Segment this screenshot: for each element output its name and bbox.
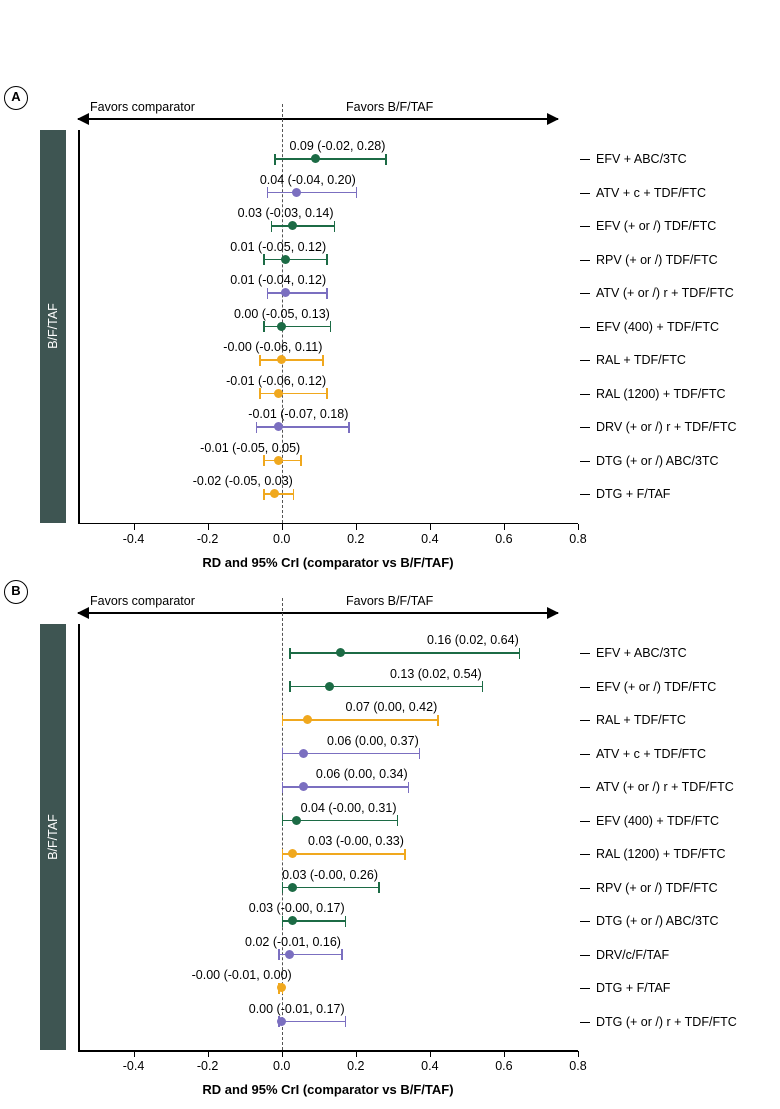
estimate-label: 0.06 (0.00, 0.34)	[315, 767, 408, 781]
comparator-label: EFV (400) + TDF/FTC	[596, 319, 720, 334]
ci-upper-cap	[519, 648, 521, 659]
comparator-label: RAL + TDF/FTC	[596, 353, 686, 367]
forest-row	[78, 407, 578, 442]
comparator-label: ATV (+ or /) r + TDF/FTC	[596, 780, 734, 794]
forest-row	[78, 340, 578, 375]
point-estimate-marker	[274, 422, 283, 431]
ci-upper-cap	[397, 815, 399, 826]
forest-row	[78, 666, 578, 702]
x-axis-title: RD and 95% CrI (comparator vs B/F/TAF)	[202, 554, 454, 570]
x-axis-tick-label: 0.2	[347, 531, 365, 546]
comparator-label: EFV (+ or /) TDF/FTC	[596, 679, 717, 694]
comparator-label: EFV (+ or /) TDF/FTC	[596, 219, 717, 233]
comparator-label: DTG (+ or /) ABC/3TC	[596, 914, 719, 928]
comparator-label-tick	[580, 988, 590, 989]
estimate-label: -0.00 (-0.06, 0.11)	[223, 340, 323, 354]
confidence-interval-line	[282, 853, 404, 855]
comparator-label: RPV (+ or /) TDF/FTC	[596, 880, 718, 895]
panel-a-favors-bftaf-label: Favors B/F/TAF	[346, 100, 434, 114]
point-estimate-marker	[270, 489, 279, 498]
ci-lower-cap	[289, 681, 291, 692]
ci-upper-cap	[300, 455, 302, 466]
x-axis-tick	[504, 1051, 505, 1057]
point-estimate-marker	[281, 255, 290, 264]
estimate-label: 0.09 (-0.02, 0.28)	[289, 139, 386, 153]
confidence-interval-line	[289, 686, 482, 688]
estimate-label: -0.01 (-0.05, 0.05)	[200, 440, 301, 455]
confidence-interval-line	[263, 259, 326, 261]
point-estimate-marker	[303, 715, 312, 724]
panel-b-band-label: B/F/TAF	[46, 814, 60, 860]
comparator-label-tick	[580, 720, 590, 721]
comparator-label: DTG (+ or /) r + TDF/FTC	[596, 1014, 737, 1029]
ci-upper-cap	[345, 916, 347, 927]
x-axis-tick-label: 0.0	[273, 531, 291, 546]
ci-lower-cap	[271, 221, 273, 232]
ci-lower-cap	[267, 187, 269, 198]
confidence-interval-line	[267, 192, 356, 194]
x-axis-tick	[356, 524, 357, 530]
comparator-label-tick	[580, 394, 590, 395]
forest-row	[78, 867, 578, 903]
x-axis-tick	[578, 1051, 579, 1057]
panel-a-direction-bar	[78, 100, 558, 126]
forest-row	[78, 733, 578, 769]
forest-row	[78, 139, 578, 174]
confidence-interval-line	[256, 426, 349, 428]
estimate-label: 0.01 (-0.05, 0.12)	[230, 239, 327, 254]
point-estimate-marker	[292, 188, 301, 197]
ci-upper-cap	[408, 782, 410, 793]
ci-upper-cap	[326, 254, 328, 265]
x-axis-tick-label: -0.2	[196, 531, 219, 546]
forest-row	[78, 239, 578, 275]
forest-row	[78, 1001, 578, 1037]
x-axis-tick	[356, 1051, 357, 1057]
estimate-label: 0.03 (-0.00, 0.26)	[282, 867, 378, 882]
point-estimate-marker	[274, 389, 283, 398]
forest-row	[78, 273, 578, 308]
confidence-interval-line	[263, 326, 330, 328]
x-axis-tick	[504, 524, 505, 530]
ci-lower-cap	[282, 916, 284, 927]
point-estimate-marker	[274, 456, 283, 465]
point-estimate-marker	[277, 1017, 286, 1026]
comparator-label: DTG + F/TAF	[596, 487, 671, 501]
comparator-label-tick	[580, 293, 590, 294]
ci-lower-cap	[263, 455, 265, 466]
point-estimate-marker	[277, 983, 286, 992]
point-estimate-marker	[288, 221, 297, 230]
ci-lower-cap	[282, 849, 284, 860]
confidence-interval-line	[274, 158, 385, 160]
comparator-label-tick	[580, 821, 590, 822]
comparator-label: ATV (+ or /) r + TDF/FTC	[596, 286, 734, 300]
ci-lower-cap	[282, 748, 284, 759]
estimate-label: 0.02 (-0.01, 0.16)	[245, 934, 341, 949]
estimate-label: -0.01 (-0.06, 0.12)	[226, 373, 327, 388]
comparator-label: DRV (+ or /) r + TDF/FTC	[596, 420, 737, 434]
ci-lower-cap	[259, 388, 261, 399]
comparator-label: DTG (+ or /) ABC/3TC	[596, 453, 719, 468]
comparator-label-tick	[580, 461, 590, 462]
comparator-label-tick	[580, 754, 590, 755]
panel-a-favors-comparator-label: Favors comparator	[90, 100, 195, 114]
x-axis-tick	[208, 524, 209, 530]
forest-row	[78, 767, 578, 802]
comparator-label-tick	[580, 327, 590, 328]
point-estimate-marker	[288, 883, 297, 892]
forest-row	[78, 700, 578, 735]
confidence-interval-line	[278, 1021, 345, 1023]
x-axis-tick-label: 0.4	[421, 531, 439, 546]
comparator-label: ATV + c + TDF/FTC	[596, 185, 706, 200]
ci-lower-cap	[263, 489, 265, 500]
estimate-label: 0.07 (0.00, 0.42)	[345, 700, 438, 714]
comparator-label-tick	[580, 1022, 590, 1023]
panel-a-bftaf-band	[40, 130, 66, 523]
x-axis-tick-label: 0.6	[495, 531, 513, 546]
estimate-label: 0.04 (-0.04, 0.20)	[259, 172, 356, 187]
panel-b-letter: B	[4, 580, 28, 604]
point-estimate-marker	[277, 322, 286, 331]
comparator-label-tick	[580, 260, 590, 261]
x-axis-title: RD and 95% CrI (comparator vs B/F/TAF)	[202, 1082, 454, 1097]
ci-upper-cap	[334, 221, 336, 232]
comparator-label: RPV (+ or /) TDF/FTC	[596, 252, 718, 267]
x-axis-tick-label: -0.4	[122, 1059, 145, 1073]
forest-row	[78, 633, 578, 668]
ci-upper-cap	[385, 154, 387, 165]
comparator-label: EFV + ABC/3TC	[596, 646, 687, 660]
comparator-label-tick	[580, 193, 590, 194]
comparator-label-tick	[580, 687, 590, 688]
x-axis-tick-label: 0.0	[273, 1059, 291, 1073]
estimate-label: 0.13 (0.02, 0.54)	[389, 666, 482, 681]
ci-lower-cap	[263, 321, 265, 332]
comparator-label-tick	[580, 787, 590, 788]
panel-b	[0, 580, 780, 1097]
forest-row	[78, 834, 578, 869]
forest-row	[78, 474, 578, 509]
x-axis-tick-label: -0.4	[122, 531, 145, 546]
ci-upper-cap	[482, 681, 484, 692]
estimate-label: 0.03 (-0.00, 0.17)	[248, 901, 345, 915]
point-estimate-marker	[281, 288, 290, 297]
ci-upper-cap	[419, 748, 421, 759]
ci-lower-cap	[256, 422, 258, 433]
comparator-label: RAL (1200) + TDF/FTC	[596, 847, 726, 861]
ci-lower-cap	[282, 782, 284, 793]
comparator-label-tick	[580, 427, 590, 428]
estimate-label: 0.06 (0.00, 0.37)	[327, 733, 419, 748]
estimate-label: 0.00 (-0.05, 0.13)	[233, 306, 330, 321]
ci-upper-cap	[293, 489, 295, 500]
ci-lower-cap	[263, 254, 265, 265]
panel-b-favors-bftaf-label: Favors B/F/TAF	[346, 594, 434, 608]
forest-row	[78, 373, 578, 409]
comparator-label-tick	[580, 854, 590, 855]
ci-lower-cap	[289, 648, 291, 659]
estimate-label: -0.01 (-0.07, 0.18)	[248, 407, 349, 421]
comparator-label-tick	[580, 360, 590, 361]
comparator-label-tick	[580, 494, 590, 495]
forest-row	[78, 206, 578, 241]
ci-upper-cap	[404, 849, 406, 860]
ci-lower-cap	[259, 355, 261, 366]
x-axis-tick	[282, 524, 283, 530]
x-axis-tick	[208, 1051, 209, 1057]
ci-lower-cap	[282, 882, 284, 893]
x-axis-tick-label: 0.8	[569, 1059, 587, 1073]
ci-upper-cap	[437, 715, 439, 726]
x-axis-tick	[430, 524, 431, 530]
point-estimate-marker	[285, 950, 294, 959]
estimate-label: 0.00 (-0.01, 0.17)	[248, 1001, 345, 1016]
comparator-label-tick	[580, 226, 590, 227]
comparator-label: RAL (1200) + TDF/FTC	[596, 386, 726, 401]
panel-a-letter: A	[4, 86, 28, 110]
point-estimate-marker	[336, 648, 345, 657]
confidence-interval-line	[271, 225, 334, 227]
ci-upper-cap	[341, 949, 343, 960]
confidence-interval-line	[267, 292, 326, 294]
panel-a-arrow-left-icon	[77, 113, 89, 125]
ci-lower-cap	[267, 288, 269, 299]
estimate-label: 0.04 (-0.00, 0.31)	[300, 800, 397, 815]
ci-upper-cap	[356, 187, 358, 198]
x-axis-tick	[134, 1051, 135, 1057]
point-estimate-marker	[288, 916, 297, 925]
panel-b-arrow-left-icon	[77, 607, 89, 619]
comparator-label: ATV + c + TDF/FTC	[596, 746, 706, 761]
comparator-label-tick	[580, 653, 590, 654]
panel-a-band-label: B/F/TAF	[46, 303, 60, 350]
panel-b-direction-bar	[78, 594, 558, 620]
x-axis-tick	[430, 1051, 431, 1057]
panel-a	[0, 86, 780, 576]
point-estimate-marker	[299, 749, 308, 758]
estimate-label: 0.03 (-0.00, 0.33)	[308, 834, 404, 848]
confidence-interval-line	[259, 359, 322, 361]
forest-row	[78, 901, 578, 936]
ci-upper-cap	[348, 422, 350, 433]
comparator-label: EFV (400) + TDF/FTC	[596, 813, 720, 828]
x-axis-tick-label: 0.8	[569, 531, 587, 546]
ci-lower-cap	[282, 715, 284, 726]
ci-upper-cap	[326, 288, 328, 299]
ci-lower-cap	[274, 154, 276, 165]
estimate-label: 0.01 (-0.04, 0.12)	[230, 273, 327, 287]
x-axis-tick-label: 0.6	[495, 1059, 513, 1073]
ci-upper-cap	[378, 882, 380, 893]
forest-row	[78, 306, 578, 342]
confidence-interval-line	[259, 393, 326, 395]
estimate-label: -0.02 (-0.05, 0.03)	[192, 474, 293, 488]
panel-a-arrow-line	[78, 118, 558, 120]
forest-row	[78, 968, 578, 1003]
x-axis-tick	[578, 524, 579, 530]
confidence-interval-line	[289, 652, 519, 654]
panel-b-arrow-right-icon	[547, 607, 559, 619]
point-estimate-marker	[325, 682, 334, 691]
x-axis-tick-label: 0.2	[347, 1059, 365, 1073]
comparator-label-tick	[580, 888, 590, 889]
x-axis-tick-label: 0.4	[421, 1059, 439, 1073]
ci-upper-cap	[345, 1016, 347, 1027]
estimate-label: 0.03 (-0.03, 0.14)	[237, 206, 334, 220]
comparator-label-tick	[580, 159, 590, 160]
estimate-label: -0.00 (-0.01, 0.00)	[191, 968, 292, 982]
point-estimate-marker	[292, 816, 301, 825]
ci-upper-cap	[322, 355, 324, 366]
forest-row	[78, 172, 578, 208]
panel-b-favors-comparator-label: Favors comparator	[90, 594, 195, 608]
point-estimate-marker	[277, 355, 286, 364]
ci-lower-cap	[282, 815, 284, 826]
x-axis-tick-label: -0.2	[196, 1059, 219, 1073]
panel-a-arrow-right-icon	[547, 113, 559, 125]
x-axis-tick	[282, 1051, 283, 1057]
estimate-label: 0.16 (0.02, 0.64)	[427, 633, 519, 647]
comparator-label: DTG + F/TAF	[596, 981, 671, 995]
forest-row	[78, 440, 578, 476]
x-axis-tick	[134, 524, 135, 530]
point-estimate-marker	[288, 849, 297, 858]
forest-row	[78, 800, 578, 836]
panel-b-bftaf-band	[40, 624, 66, 1050]
panel-b-arrow-line	[78, 612, 558, 614]
comparator-label: DRV/c/F/TAF	[596, 947, 670, 962]
forest-row	[78, 934, 578, 970]
ci-upper-cap	[326, 388, 328, 399]
comparator-label: RAL + TDF/FTC	[596, 713, 686, 727]
point-estimate-marker	[299, 782, 308, 791]
comparator-label-tick	[580, 955, 590, 956]
ci-lower-cap	[278, 949, 280, 960]
point-estimate-marker	[311, 154, 320, 163]
ci-upper-cap	[330, 321, 332, 332]
comparator-label: EFV + ABC/3TC	[596, 152, 687, 166]
comparator-label-tick	[580, 921, 590, 922]
